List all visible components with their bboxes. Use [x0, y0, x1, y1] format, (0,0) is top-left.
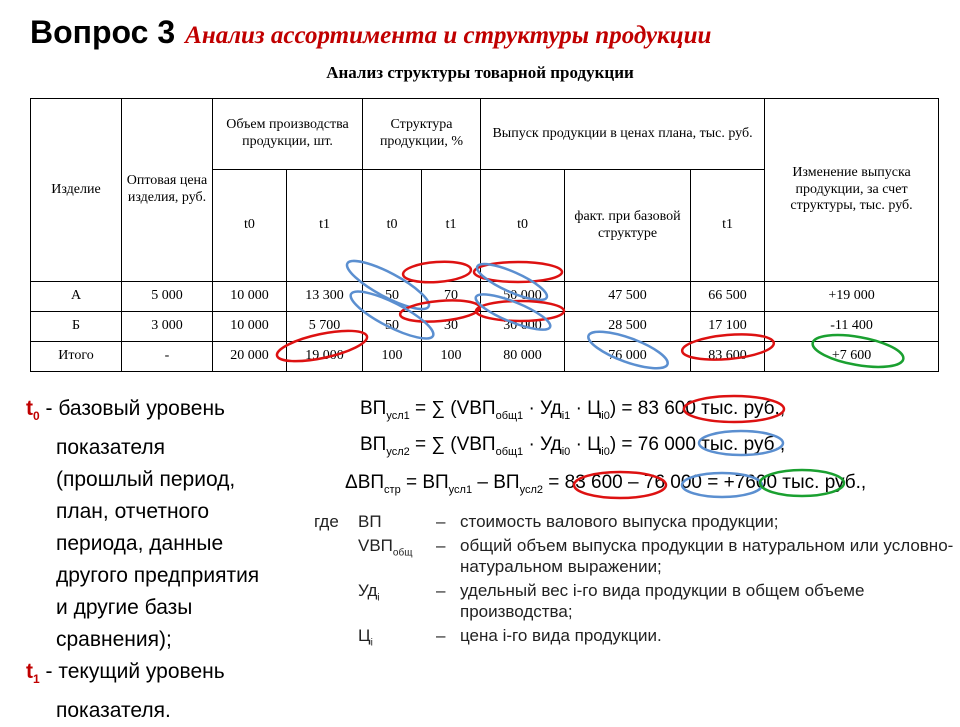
sub-volume-t0: t0: [213, 170, 287, 282]
cell-structure-t1: 70: [422, 282, 481, 312]
cell-name: А: [31, 282, 122, 312]
cell-structure-t0: 100: [363, 342, 422, 372]
t1-label: $t_1$: [26, 660, 40, 687]
header-product: Изделие: [31, 99, 122, 282]
cell-structure-t1: 30: [422, 312, 481, 342]
cell-output-fact: 47 500: [565, 282, 691, 312]
cell-volume-t1: 5 700: [287, 312, 363, 342]
structure-table: [30, 98, 939, 372]
cell-change: +19 000: [765, 282, 939, 312]
cell-volume-t0: 10 000: [213, 282, 287, 312]
cell-output-t1: 66 500: [691, 282, 765, 312]
cell-name: Итого: [31, 342, 122, 372]
header-change: Изменение выпуска продукции, за счет структуры, тыс. руб.: [765, 99, 939, 282]
formula-vp-usl2: $ВП_{усл2}$ = ∑ $(VВП_{общ1} \cdot Уд_{i0} \cdot Ц_{i0}) = 76$ 000 тыс. руб.,: [360, 434, 786, 458]
cell-volume-t1: 13 300: [287, 282, 363, 312]
cell-output-t1: 83 600: [691, 342, 765, 372]
cell-volume-t1: 19 000: [287, 342, 363, 372]
slide-title: [30, 14, 711, 51]
cell-output-t0: 30 000: [481, 312, 565, 342]
definition-text: общий объем выпуска продукции в натуральном или условно-натуральном выражении;: [460, 536, 954, 576]
cell-price: 5 000: [122, 282, 213, 312]
cell-price: -: [122, 342, 213, 372]
cell-output-fact: 76 000: [565, 342, 691, 372]
definition-text: цена i-го вида продукции.: [460, 625, 662, 645]
question-subtitle: Анализ ассортимента и структуры продукции: [185, 22, 712, 49]
t0-label: $t_0$: [26, 397, 40, 424]
formula-block: [300, 392, 960, 672]
header-volume: Объем производства продукции, шт.: [213, 99, 363, 170]
formula-vp-usl1: $ВП_{усл1}$ = ∑ $(VВП_{общ1} \cdot Уд_{i1} \cdot Ц_{i0}) = 83$ 600 тыс. руб.,: [360, 398, 786, 422]
sub-structure-t1: t1: [422, 170, 481, 282]
sub-structure-t0: t0: [363, 170, 422, 282]
table-title: Анализ структуры товарной продукции: [326, 63, 634, 82]
sub-output-fact: факт. при базовой структуре: [565, 170, 691, 282]
cell-volume-t0: 20 000: [213, 342, 287, 372]
definitions: где ВП – стоимость валового выпуска продукции; $VВП_{общ}$ – общий объем выпуска продукции в натуральном или условно-натуральном выражении; $Уд_i$ – удельный вес i-го вида продукции в общем объеме производства; $Ц_i$ – цена i-го вида продукции.: [310, 510, 960, 651]
cell-output-t0: 50 000: [481, 282, 565, 312]
cell-price: 3 000: [122, 312, 213, 342]
sub-volume-t1: t1: [287, 170, 363, 282]
sub-output-t1: t1: [691, 170, 765, 282]
cell-output-fact: 28 500: [565, 312, 691, 342]
header-output: Выпуск продукции в ценах плана, тыс. руб.: [481, 99, 765, 170]
cell-output-t0: 80 000: [481, 342, 565, 372]
table-row: [31, 312, 939, 342]
question-number: Вопрос 3: [30, 14, 176, 50]
cell-output-t1: 17 100: [691, 312, 765, 342]
cell-structure-t1: 100: [422, 342, 481, 372]
cell-structure-t0: 50: [363, 312, 422, 342]
where-label: где: [314, 512, 339, 531]
cell-structure-t0: 50: [363, 282, 422, 312]
header-structure: Структура продукции, %: [363, 99, 481, 170]
cell-change: -11 400: [765, 312, 939, 342]
definition-text: стоимость валового выпуска продукции;: [460, 512, 779, 531]
table-row: [31, 282, 939, 312]
cell-volume-t0: 10 000: [213, 312, 287, 342]
table-row-total: [31, 342, 939, 372]
cell-change: +7 600: [765, 342, 939, 372]
legend-text: $t_0$ - базовый уровень показателя (прошлый период, план, отчетного периода, данные другого предприятия и другие базы сравнения); $t_1$ - текущий уровень показателя.: [26, 397, 260, 723]
cell-name: Б: [31, 312, 122, 342]
header-price: Оптовая цена изделия, руб.: [122, 99, 213, 282]
definition-text: удельный вес i-го вида продукции в общем объеме производства;: [460, 581, 865, 621]
formula-delta-vp: $\Delta ВП_{стр} = ВП_{усл1} - ВП_{усл2} = 83$ 600 – 76 000 = +7600 тыс. руб.,: [345, 472, 867, 496]
sub-output-t0: t0: [481, 170, 565, 282]
